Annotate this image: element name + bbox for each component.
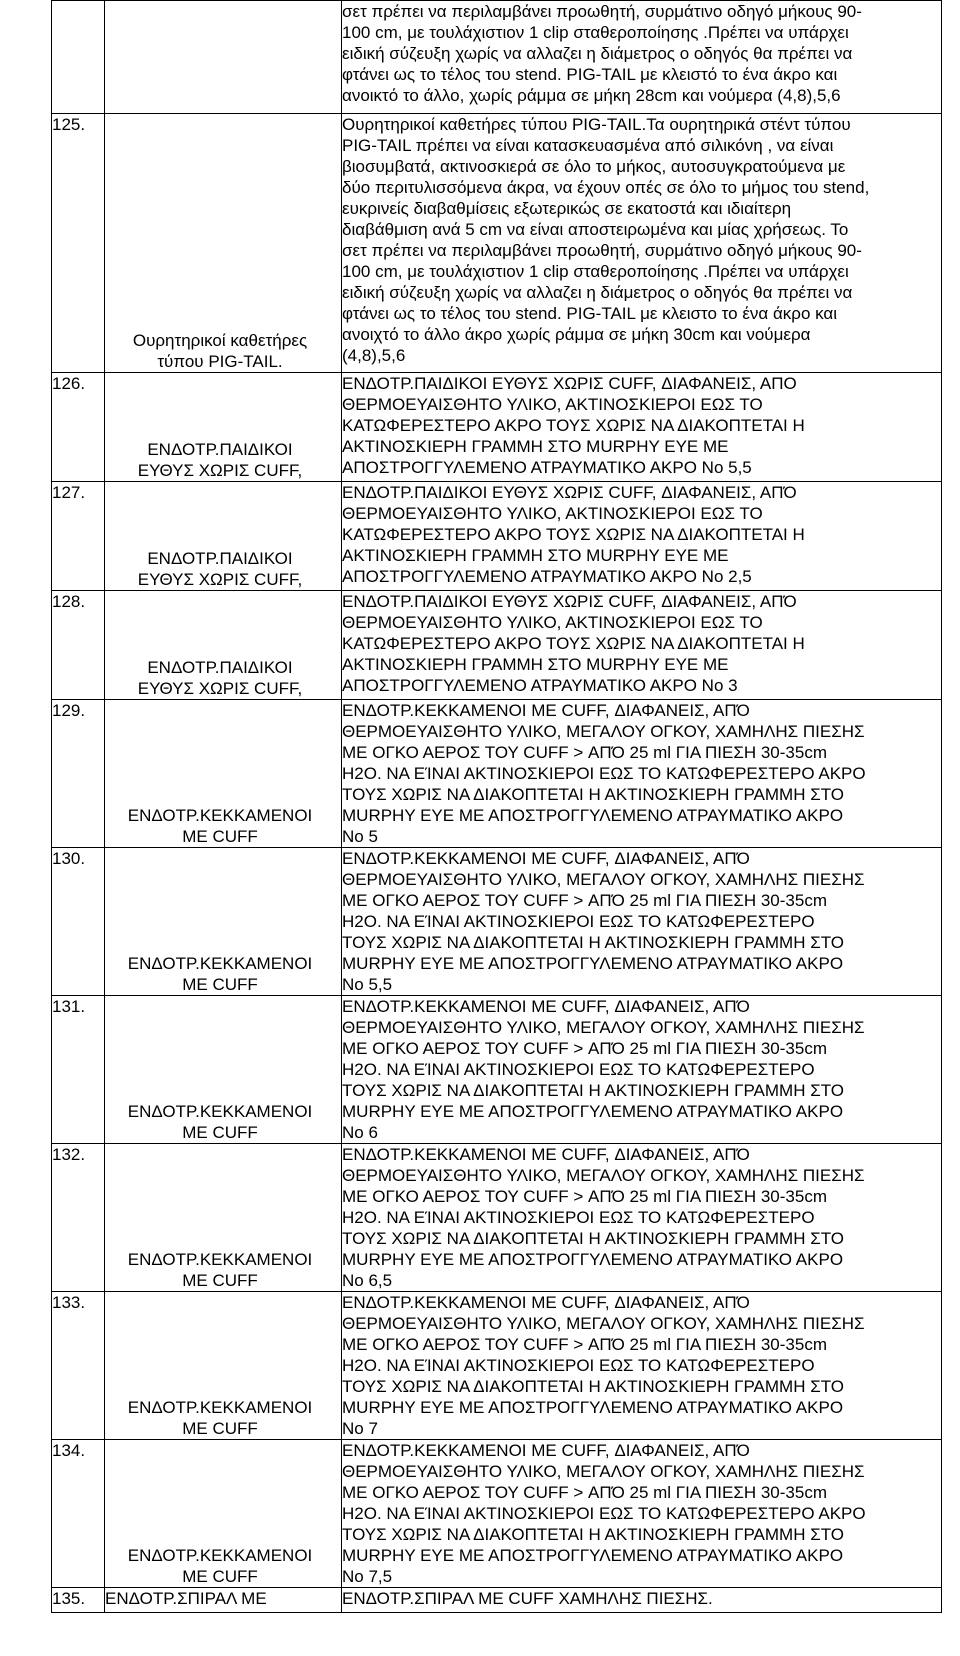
- table-row: [52, 1440, 942, 1588]
- item-description: [342, 114, 942, 373]
- item-name-cell: [105, 1, 342, 114]
- table-row: [52, 1588, 942, 1613]
- table-row: [52, 114, 942, 373]
- item-description-text: ΕΝΔΟΤΡ.ΚΕΚΚΑΜΕΝΟΙ ΜΕ CUFF, ΔΙΑΦΑΝΕΙΣ, ΑΠΌ ΘΕΡΜΟΕΥΑΙΣΘΗΤΟ ΥΛΙΚΟ, ΜΕΓΑΛΟΥ ΟΓΚΟΥ, ΧΑΜΗΛΗΣ ΠΙΕΣΗΣ ΜΕ ΟΓΚΟ ΑΕΡΟΣ ΤΟΥ CUFF > ΑΠΌ 25 ml ΓΙΑ ΠΙΕΣΗ 30-35cm H2O. ΝΑ ΕΊΝΑΙ ΑΚΤΙΝΟΣΚΙΕΡΟΙ ΕΩΣ ΤΟ ΚΑΤΩΦΕΡΕΣΤΕΡΟ ΤΟΥΣ ΧΩΡΙΣ ΝΑ ΔΙΑΚΟΠΤΕΤΑΙ Η ΑΚΤΙΝΟΣΚΙΕΡΗ ΓΡΑΜΜΗ ΣΤΟ MURPHY ΕΥΕ ΜΕ ΑΠΟΣΤΡΟΓΓΥΛΕΜΕΝΟ ΑΤΡΑΥΜΑΤΙΚΟ ΑΚΡΟ Νο 6,5: [342, 1145, 865, 1290]
- item-name: ΕΝΔΟΤΡ.ΣΠΙΡΑΛ ΜΕ: [105, 1589, 267, 1608]
- item-name-cell: [105, 996, 342, 1144]
- item-description-text: ΕΝΔΟΤΡ.ΠΑΙΔΙΚΟΙ ΕΥΘΥΣ ΧΩΡΙΣ CUFF, ΔΙΑΦΑΝΕΙΣ, ΑΠΟ ΘΕΡΜΟΕΥΑΙΣΘΗΤΟ ΥΛΙΚΟ, ΑΚΤΙΝΟΣΚΙΕΡΟΙ ΕΩΣ ΤΟ ΚΑΤΩΦΕΡΕΣΤΕΡΟ ΑΚΡΟ ΤΟΥΣ ΧΩΡΙΣ ΝΑ ΔΙΑΚΟΠΤΕΤΑΙ Η ΑΚΤΙΝΟΣΚΙΕΡΗ ΓΡΑΜΜΗ ΣΤΟ MURPHY ΕΥΕ ΜΕ ΑΠΟΣΤΡΟΓΓΥΛΕΜΕΝΟ ΑΤΡΑΥΜΑΤΙΚΟ ΑΚΡΟ Νο 5,5: [342, 374, 805, 477]
- item-description-text: ΕΝΔΟΤΡ.ΚΕΚΚΑΜΕΝΟΙ ΜΕ CUFF, ΔΙΑΦΑΝΕΙΣ, ΑΠΌ ΘΕΡΜΟΕΥΑΙΣΘΗΤΟ ΥΛΙΚΟ, ΜΕΓΑΛΟΥ ΟΓΚΟΥ, ΧΑΜΗΛΗΣ ΠΙΕΣΗΣ ΜΕ ΟΓΚΟ ΑΕΡΟΣ ΤΟΥ CUFF > ΑΠΌ 25 ml ΓΙΑ ΠΙΕΣΗ 30-35cm H2O. ΝΑ ΕΊΝΑΙ ΑΚΤΙΝΟΣΚΙΕΡΟΙ ΕΩΣ ΤΟ ΚΑΤΩΦΕΡΕΣΤΕΡΟ ΤΟΥΣ ΧΩΡΙΣ ΝΑ ΔΙΑΚΟΠΤΕΤΑΙ Η ΑΚΤΙΝΟΣΚΙΕΡΗ ΓΡΑΜΜΗ ΣΤΟ MURPHY ΕΥΕ ΜΕ ΑΠΟΣΤΡΟΓΓΥΛΕΜΕΝΟ ΑΤΡΑΥΜΑΤΙΚΟ ΑΚΡΟ Νο 7: [342, 1293, 865, 1438]
- table-row: [52, 1292, 942, 1440]
- item-number: 133.: [52, 1292, 105, 1440]
- item-description-text: ΕΝΔΟΤΡ.ΣΠΙΡΑΛ ΜΕ CUFF ΧΑΜΗΛΗΣ ΠΙΕΣΗΣ.: [342, 1589, 713, 1608]
- item-description: [342, 1292, 942, 1440]
- item-description-text: Ουρητηρικοί καθετήρες τύπου PIG-TAIL.Τα ουρητηρικά στέντ τύπου PIG-TAIL πρέπει να είναι κατασκευασμένα από σιλικόνη , να είναι βιοσυμβατά, ακτινοσκιερά σε όλο το μήκος, αυτοσυγκρατούμενα με δύο περιτυλισσόμενα άκρα, να έχουν οπές σε όλο το μήμος του stend, ευκρινείς διαβαθμίσεις εξωτερικώς σε εκατοστά και ιδιαίτερη διαβάθμιση ανά 5 cm να είναι αποστειρωμένα και μίας χρήσεως. Το σετ πρέπει να περιλαμβάνει προωθητή, συρμάτινο οδηγό μήκους 90- 100 cm, με τουλάχιστιον 1 clip σταθεροποίησης .Πρέπει να υπάρχει ειδική σύζευξη χωρίς να αλλαζει η διάμετρος ο οδηγός θα πρέπει να φτάνει ως το τέλος του stend. PIG-TAIL με κλειστο το ένα άκρο και ανοιχτό το άλλο άκρο χωρίς ράμμα σε μήκη 30cm και νούμερα (4,8),5,6: [342, 115, 870, 365]
- item-name-cell: [105, 700, 342, 848]
- item-description: [342, 1440, 942, 1588]
- item-name: Ουρητηρικοί καθετήρες τύπου PIG-TAIL.: [132, 331, 308, 371]
- table-row: [52, 591, 942, 700]
- item-number: 130.: [52, 848, 105, 996]
- item-name-cell: [105, 373, 342, 482]
- item-description: [342, 373, 942, 482]
- item-number: 128.: [52, 591, 105, 700]
- item-description: [342, 1144, 942, 1292]
- item-name-cell: [105, 482, 342, 591]
- table-row: [52, 1, 942, 114]
- item-description: [342, 1, 942, 114]
- item-name-cell: [105, 114, 342, 373]
- item-name-cell: [105, 1144, 342, 1292]
- item-description-text: ΕΝΔΟΤΡ.ΠΑΙΔΙΚΟΙ ΕΥΘΥΣ ΧΩΡΙΣ CUFF, ΔΙΑΦΑΝΕΙΣ, ΑΠΌ ΘΕΡΜΟΕΥΑΙΣΘΗΤΟ ΥΛΙΚΟ, ΑΚΤΙΝΟΣΚΙΕΡΟΙ ΕΩΣ ΤΟ ΚΑΤΩΦΕΡΕΣΤΕΡΟ ΑΚΡΟ ΤΟΥΣ ΧΩΡΙΣ ΝΑ ΔΙΑΚΟΠΤΕΤΑΙ Η ΑΚΤΙΝΟΣΚΙΕΡΗ ΓΡΑΜΜΗ ΣΤΟ MURPHY ΕΥΕ ΜΕ ΑΠΟΣΤΡΟΓΓΥΛΕΜΕΝΟ ΑΤΡΑΥΜΑΤΙΚΟ ΑΚΡΟ Νο 2,5: [342, 483, 805, 586]
- item-number: 127.: [52, 482, 105, 591]
- table-row: [52, 373, 942, 482]
- item-description: [342, 591, 942, 700]
- item-number: 129.: [52, 700, 105, 848]
- item-description: [342, 700, 942, 848]
- item-description-text: ΕΝΔΟΤΡ.ΚΕΚΚΑΜΕΝΟΙ ΜΕ CUFF, ΔΙΑΦΑΝΕΙΣ, ΑΠΌ ΘΕΡΜΟΕΥΑΙΣΘΗΤΟ ΥΛΙΚΟ, ΜΕΓΑΛΟΥ ΟΓΚΟΥ, ΧΑΜΗΛΗΣ ΠΙΕΣΗΣ ΜΕ ΟΓΚΟ ΑΕΡΟΣ ΤΟΥ CUFF > ΑΠΌ 25 ml ΓΙΑ ΠΙΕΣΗ 30-35cm H2O. ΝΑ ΕΊΝΑΙ ΑΚΤΙΝΟΣΚΙΕΡΟΙ ΕΩΣ ΤΟ ΚΑΤΩΦΕΡΕΣΤΕΡΟ ΤΟΥΣ ΧΩΡΙΣ ΝΑ ΔΙΑΚΟΠΤΕΤΑΙ Η ΑΚΤΙΝΟΣΚΙΕΡΗ ΓΡΑΜΜΗ ΣΤΟ MURPHY ΕΥΕ ΜΕ ΑΠΟΣΤΡΟΓΓΥΛΕΜΕΝΟ ΑΤΡΑΥΜΑΤΙΚΟ ΑΚΡΟ Νο 6: [342, 997, 865, 1142]
- item-number: 131.: [52, 996, 105, 1144]
- item-name-cell: [105, 1292, 342, 1440]
- table-row: [52, 1144, 942, 1292]
- item-name: ΕΝΔΟΤΡ.ΚΕΚΚΑΜΕΝΟΙ ΜΕ CUFF: [127, 806, 313, 846]
- table-row: [52, 700, 942, 848]
- item-name-cell: [105, 591, 342, 700]
- table-row: [52, 996, 942, 1144]
- item-name-cell: [105, 1440, 342, 1588]
- item-number: 135.: [52, 1588, 105, 1613]
- item-description: [342, 996, 942, 1144]
- item-number: 132.: [52, 1144, 105, 1292]
- item-number: [52, 1, 105, 114]
- specification-table: [51, 0, 942, 1613]
- item-name: ΕΝΔΟΤΡ.ΠΑΙΔΙΚΟΙ ΕΥΘΥΣ ΧΩΡΙΣ CUFF,: [137, 549, 303, 589]
- item-description-text: ΕΝΔΟΤΡ.ΚΕΚΚΑΜΕΝΟΙ ΜΕ CUFF, ΔΙΑΦΑΝΕΙΣ, ΑΠΌ ΘΕΡΜΟΕΥΑΙΣΘΗΤΟ ΥΛΙΚΟ, ΜΕΓΑΛΟΥ ΟΓΚΟΥ, ΧΑΜΗΛΗΣ ΠΙΕΣΗΣ ΜΕ ΟΓΚΟ ΑΕΡΟΣ ΤΟΥ CUFF > ΑΠΌ 25 ml ΓΙΑ ΠΙΕΣΗ 30-35cm H2O. ΝΑ ΕΊΝΑΙ ΑΚΤΙΝΟΣΚΙΕΡΟΙ ΕΩΣ ΤΟ ΚΑΤΩΦΕΡΕΣΤΕΡΟ ΑΚΡΟ ΤΟΥΣ ΧΩΡΙΣ ΝΑ ΔΙΑΚΟΠΤΕΤΑΙ Η ΑΚΤΙΝΟΣΚΙΕΡΗ ΓΡΑΜΜΗ ΣΤΟ MURPHY ΕΥΕ ΜΕ ΑΠΟΣΤΡΟΓΓΥΛΕΜΕΝΟ ΑΤΡΑΥΜΑΤΙΚΟ ΑΚΡΟ Νο 5: [342, 701, 866, 846]
- item-name-cell: [105, 848, 342, 996]
- table-row: [52, 482, 942, 591]
- item-name: ΕΝΔΟΤΡ.ΠΑΙΔΙΚΟΙ ΕΥΘΥΣ ΧΩΡΙΣ CUFF,: [137, 440, 303, 480]
- item-name: ΕΝΔΟΤΡ.ΚΕΚΚΑΜΕΝΟΙ ΜΕ CUFF: [127, 1102, 313, 1142]
- item-number: 125.: [52, 114, 105, 373]
- item-number: 134.: [52, 1440, 105, 1588]
- item-name: ΕΝΔΟΤΡ.ΚΕΚΚΑΜΕΝΟΙ ΜΕ CUFF: [127, 1250, 313, 1290]
- item-description-text: ΕΝΔΟΤΡ.ΚΕΚΚΑΜΕΝΟΙ ΜΕ CUFF, ΔΙΑΦΑΝΕΙΣ, ΑΠΌ ΘΕΡΜΟΕΥΑΙΣΘΗΤΟ ΥΛΙΚΟ, ΜΕΓΑΛΟΥ ΟΓΚΟΥ, ΧΑΜΗΛΗΣ ΠΙΕΣΗΣ ΜΕ ΟΓΚΟ ΑΕΡΟΣ ΤΟΥ CUFF > ΑΠΌ 25 ml ΓΙΑ ΠΙΕΣΗ 30-35cm H2O. ΝΑ ΕΊΝΑΙ ΑΚΤΙΝΟΣΚΙΕΡΟΙ ΕΩΣ ΤΟ ΚΑΤΩΦΕΡΕΣΤΕΡΟ ΑΚΡΟ ΤΟΥΣ ΧΩΡΙΣ ΝΑ ΔΙΑΚΟΠΤΕΤΑΙ Η ΑΚΤΙΝΟΣΚΙΕΡΗ ΓΡΑΜΜΗ ΣΤΟ MURPHY ΕΥΕ ΜΕ ΑΠΟΣΤΡΟΓΓΥΛΕΜΕΝΟ ΑΤΡΑΥΜΑΤΙΚΟ ΑΚΡΟ Νο 7,5: [342, 1441, 866, 1586]
- table-row: [52, 848, 942, 996]
- item-name: ΕΝΔΟΤΡ.ΚΕΚΚΑΜΕΝΟΙ ΜΕ CUFF: [127, 1398, 313, 1438]
- item-description: [342, 1588, 942, 1613]
- item-description-text: ΕΝΔΟΤΡ.ΠΑΙΔΙΚΟΙ ΕΥΘΥΣ ΧΩΡΙΣ CUFF, ΔΙΑΦΑΝΕΙΣ, ΑΠΌ ΘΕΡΜΟΕΥΑΙΣΘΗΤΟ ΥΛΙΚΟ, ΑΚΤΙΝΟΣΚΙΕΡΟΙ ΕΩΣ ΤΟ ΚΑΤΩΦΕΡΕΣΤΕΡΟ ΑΚΡΟ ΤΟΥΣ ΧΩΡΙΣ ΝΑ ΔΙΑΚΟΠΤΕΤΑΙ Η ΑΚΤΙΝΟΣΚΙΕΡΗ ΓΡΑΜΜΗ ΣΤΟ MURPHY ΕΥΕ ΜΕ ΑΠΟΣΤΡΟΓΓΥΛΕΜΕΝΟ ΑΤΡΑΥΜΑΤΙΚΟ ΑΚΡΟ Νο 3: [342, 592, 805, 695]
- item-name: ΕΝΔΟΤΡ.ΠΑΙΔΙΚΟΙ ΕΥΘΥΣ ΧΩΡΙΣ CUFF,: [137, 658, 303, 698]
- item-description: [342, 848, 942, 996]
- item-name-cell: [105, 1588, 342, 1613]
- item-description: [342, 482, 942, 591]
- item-description-text: ΕΝΔΟΤΡ.ΚΕΚΚΑΜΕΝΟΙ ΜΕ CUFF, ΔΙΑΦΑΝΕΙΣ, ΑΠΌ ΘΕΡΜΟΕΥΑΙΣΘΗΤΟ ΥΛΙΚΟ, ΜΕΓΑΛΟΥ ΟΓΚΟΥ, ΧΑΜΗΛΗΣ ΠΙΕΣΗΣ ΜΕ ΟΓΚΟ ΑΕΡΟΣ ΤΟΥ CUFF > ΑΠΌ 25 ml ΓΙΑ ΠΙΕΣΗ 30-35cm H2O. ΝΑ ΕΊΝΑΙ ΑΚΤΙΝΟΣΚΙΕΡΟΙ ΕΩΣ ΤΟ ΚΑΤΩΦΕΡΕΣΤΕΡΟ ΤΟΥΣ ΧΩΡΙΣ ΝΑ ΔΙΑΚΟΠΤΕΤΑΙ Η ΑΚΤΙΝΟΣΚΙΕΡΗ ΓΡΑΜΜΗ ΣΤΟ MURPHY ΕΥΕ ΜΕ ΑΠΟΣΤΡΟΓΓΥΛΕΜΕΝΟ ΑΤΡΑΥΜΑΤΙΚΟ ΑΚΡΟ Νο 5,5: [342, 849, 865, 994]
- item-description-text: σετ πρέπει να περιλαμβάνει προωθητή, συρμάτινο οδηγό μήκους 90- 100 cm, με τουλάχιστιον 1 clip σταθεροποίησης .Πρέπει να υπάρχει ειδική σύζευξη χωρίς να αλλαζει η διάμετρος ο οδηγός θα πρέπει να φτάνει ως το τέλος του stend. PIG-TAIL με κλειστό το ένα άκρο και ανοικτό το άλλο, χωρίς ράμμα σε μήκη 28cm και νούμερα (4,8),5,6: [342, 2, 862, 105]
- item-name: ΕΝΔΟΤΡ.ΚΕΚΚΑΜΕΝΟΙ ΜΕ CUFF: [127, 1546, 313, 1586]
- item-name: ΕΝΔΟΤΡ.ΚΕΚΚΑΜΕΝΟΙ ΜΕ CUFF: [127, 954, 313, 994]
- item-number: 126.: [52, 373, 105, 482]
